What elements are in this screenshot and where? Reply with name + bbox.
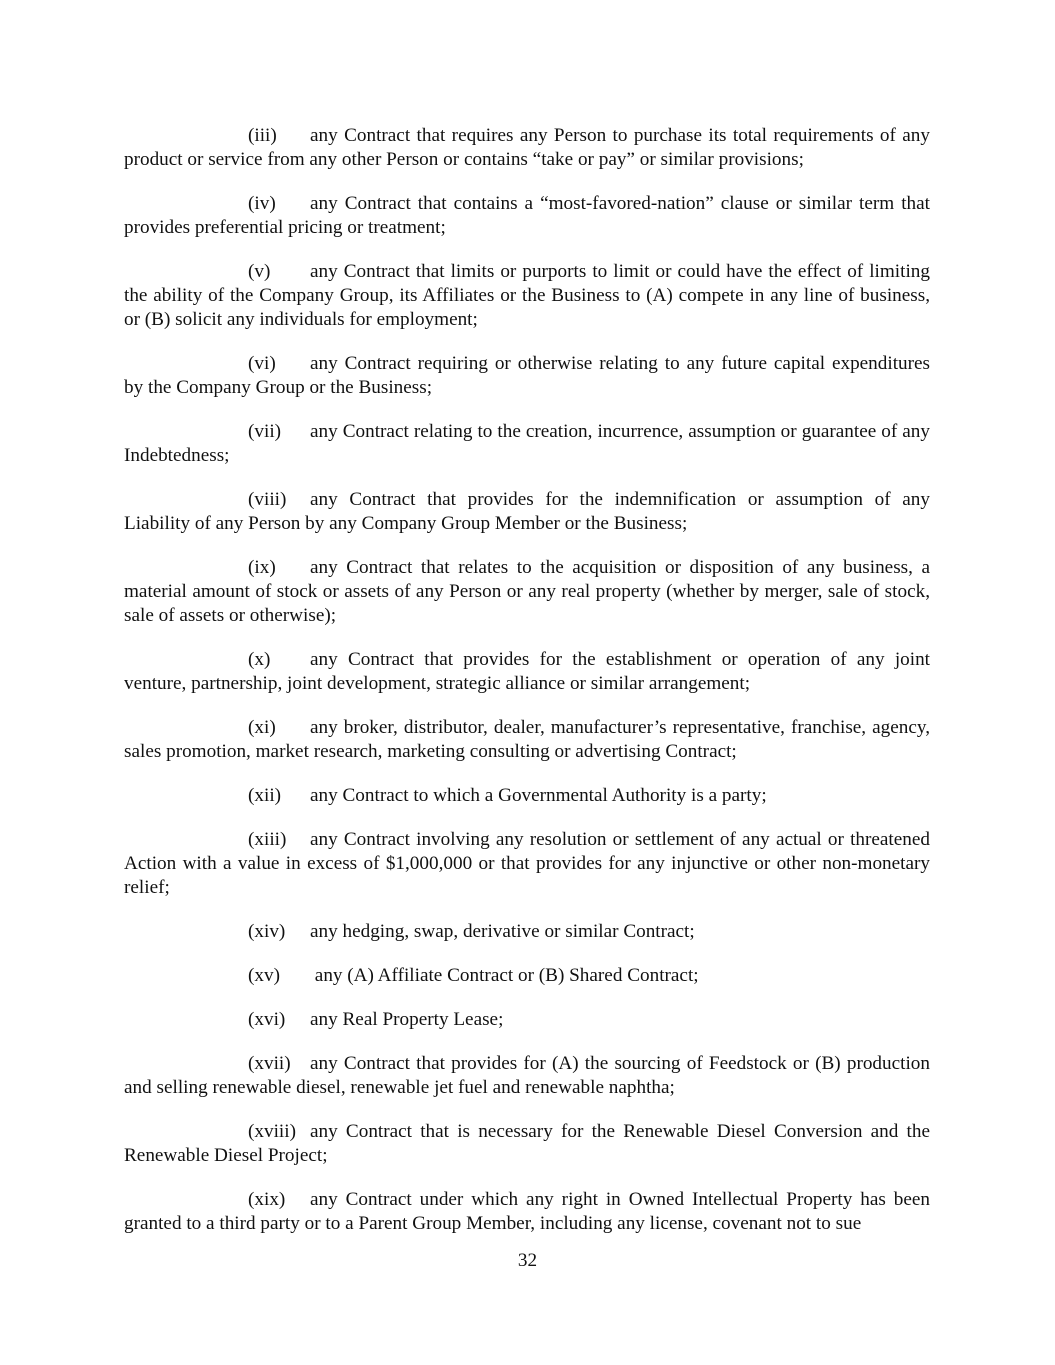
clause-text: any Contract involving any resolution or settlement of any actual or threatened Action with a value in excess of $1,000,000 or that provides for any injunctive or other non-monetary relief; [124,829,930,898]
clause-number: (xii) [248,785,282,806]
clause-text: any hedging, swap, derivative or similar Contract; [310,921,695,942]
clause-v [124,260,930,332]
clause-text: any Contract that is necessary for the Renewable Diesel Conversion and the Renewable Diesel Project; [124,1121,930,1166]
clause-number: (iii) [248,125,277,146]
clause-text: any Contract that limits or purports to limit or could have the effect of limiting the ability of the Company Group, its Affiliates or the Business to (A) compete in any line of business, or (B) solicit any individuals for employment; [124,261,930,330]
clause-number: (vi) [248,353,276,374]
clause-number: (x) [248,649,271,670]
clause-number: (xv) [248,965,280,986]
clause-xvii [124,1052,930,1100]
clause-text: any Contract that contains a “most-favored-nation” clause or similar term that provides preferential pricing or treatment; [124,193,930,238]
clause-text: any Real Property Lease; [310,1009,504,1030]
clause-text: any (A) Affiliate Contract or (B) Shared Contract; [310,965,699,986]
clause-number: (xviii) [248,1121,296,1142]
clause-number: (iv) [248,193,276,214]
clause-number: (xiii) [248,829,287,850]
page-number: 32 [517,1250,538,1271]
clause-text: any Contract under which any right in Owned Intellectual Property has been granted to a third party or to a Parent Group Member, including any license, covenant not to sue [124,1189,930,1234]
clause-xii [124,784,930,808]
clause-iv [124,192,930,240]
clause-text: any Contract that provides for the indemnification or assumption of any Liability of any Person by any Company Group Member or the Business; [124,489,930,534]
clause-text: any Contract that provides for (A) the sourcing of Feedstock or (B) production and selling renewable diesel, renewable jet fuel and renewable naphtha; [124,1053,930,1098]
clause-vi [124,352,930,400]
clause-text: any Contract relating to the creation, incurrence, assumption or guarantee of any Indebtedness; [124,421,930,466]
clause-text: any Contract that provides for the establishment or operation of any joint venture, partnership, joint development, strategic alliance or similar arrangement; [124,649,930,694]
clause-xiv [124,920,930,944]
clause-x [124,648,930,696]
clause-number: (xvi) [248,1009,286,1030]
clause-text: any Contract that relates to the acquisition or disposition of any business, a material amount of stock or assets of any Person or any real property (whether by merger, sale of stock, sale of assets or otherwise); [124,557,930,626]
clause-number: (xix) [248,1189,286,1210]
clause-xix [124,1188,930,1236]
clause-text: any Contract requiring or otherwise relating to any future capital expenditures by the Company Group or the Business; [124,353,930,398]
document-body [124,124,930,1256]
clause-number: (viii) [248,489,287,510]
clause-number: (xvii) [248,1053,291,1074]
clause-text: any broker, distributor, dealer, manufacturer’s representative, franchise, agency, sales promotion, market research, marketing consulting or advertising Contract; [124,717,930,762]
clause-number: (vii) [248,421,282,442]
clause-number: (v) [248,261,271,282]
clause-xi [124,716,930,764]
clause-number: (xi) [248,717,276,738]
clause-vii [124,420,930,468]
clause-number: (ix) [248,557,276,578]
clause-viii [124,488,930,536]
clause-xv [124,964,930,988]
clause-iii [124,124,930,172]
clause-ix [124,556,930,628]
clause-text: any Contract to which a Governmental Authority is a party; [310,785,767,806]
clause-xviii [124,1120,930,1168]
clause-xiii [124,828,930,900]
clause-text: any Contract that requires any Person to purchase its total requirements of any product or service from any other Person or contains “take or pay” or similar provisions; [124,125,930,170]
clause-number: (xiv) [248,921,286,942]
clause-xvi [124,1008,930,1032]
